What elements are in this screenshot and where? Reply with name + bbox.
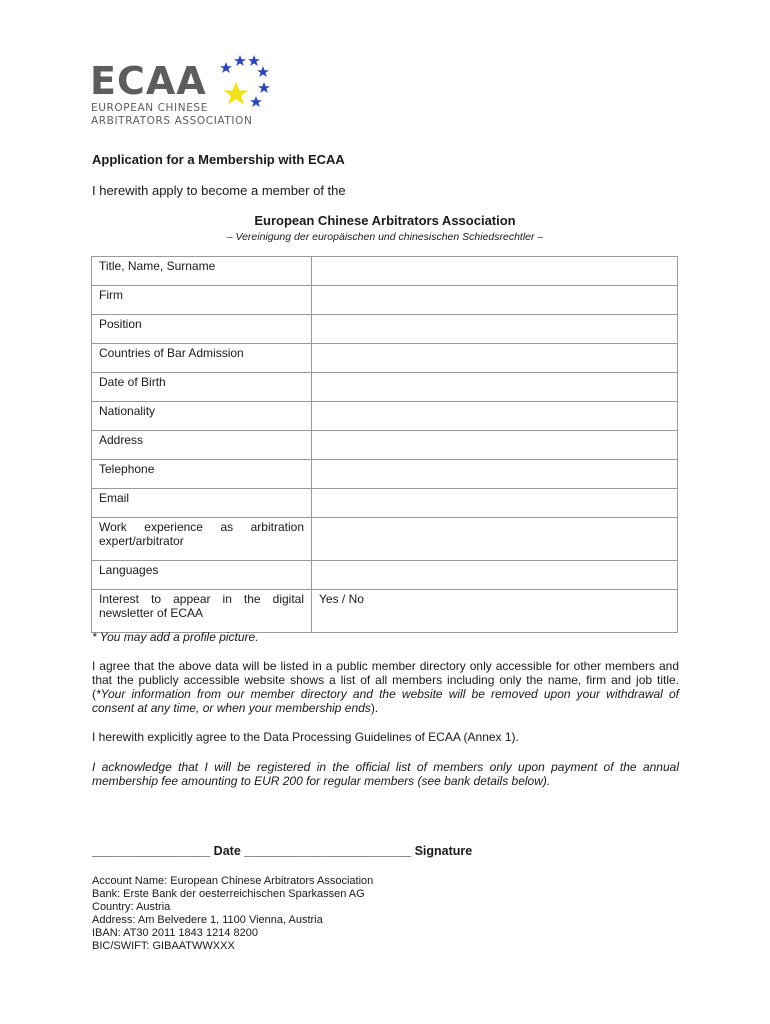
field-label: Address: [92, 431, 312, 460]
form-row: [92, 431, 678, 460]
organization-name: European Chinese Arbitrators Association: [254, 213, 516, 228]
fee-paragraph: I acknowledge that I will be registered in the official list of members only upon payment of the annual membership fee amounting to EUR 200 for regular members (see bank details below).: [92, 760, 679, 788]
date-of-birth-field[interactable]: [312, 373, 678, 402]
field-label: Countries of Bar Admission: [92, 344, 312, 373]
languages-field[interactable]: [312, 561, 678, 590]
page-title: Application for a Membership with ECAA: [92, 152, 345, 167]
field-label: Interest to appear in the digital newsletter of ECAA: [92, 590, 312, 633]
ecaa-logo: [90, 52, 280, 132]
signature-label: Signature: [414, 844, 473, 858]
form-row: [92, 402, 678, 431]
blue-star-icon: [220, 55, 270, 107]
form-row: [92, 561, 678, 590]
field-label: Email: [92, 489, 312, 518]
consent-italic-text: *Your information from our member directory and the website will be removed upon your withdrawal of consent at any time, or when your membership ends: [92, 687, 679, 715]
date-line[interactable]: _________________: [92, 844, 211, 858]
bank-address: Address: Am Belvedere 1, 1100 Vienna, Austria: [92, 914, 323, 926]
form-row: [92, 518, 678, 561]
firm-field[interactable]: [312, 286, 678, 315]
bank-account-name: Account Name: European Chinese Arbitrators Association: [92, 875, 374, 887]
field-label: Telephone: [92, 460, 312, 489]
telephone-field[interactable]: [312, 460, 678, 489]
data-processing-paragraph: I herewith explicitly agree to the Data Processing Guidelines of ECAA (Annex 1).: [92, 730, 519, 744]
signature-line: [92, 844, 472, 858]
bank-iban: IBAN: AT30 2011 1843 1214 8200: [92, 927, 258, 939]
newsletter-field[interactable]: Yes / No: [312, 590, 678, 633]
field-label: Firm: [92, 286, 312, 315]
form-row: [92, 344, 678, 373]
name-field[interactable]: [312, 257, 678, 286]
bank-details: [92, 875, 373, 953]
stars-icon: [198, 52, 278, 112]
date-label: Date: [213, 844, 241, 858]
organization-subtitle: – Vereinigung der europäischen und chinesischen Schiedsrechtler –: [226, 231, 544, 243]
consent-end: ).: [370, 701, 379, 715]
field-label: Nationality: [92, 402, 312, 431]
form-row: [92, 489, 678, 518]
consent-text: I agree that the above data will be listed in a public member directory only accessible for other members and that the publicly accessible website shows a list of all members including only the name, firm and job title. (: [92, 659, 679, 701]
yellow-star-icon: [224, 82, 249, 105]
field-label: Title, Name, Surname: [92, 257, 312, 286]
form-row: [92, 590, 678, 633]
membership-form-table: [91, 256, 678, 633]
field-label: Languages: [92, 561, 312, 590]
signature-blank[interactable]: ________________________: [244, 844, 412, 858]
form-row: [92, 373, 678, 402]
address-field[interactable]: [312, 431, 678, 460]
form-row: [92, 286, 678, 315]
logo-wordmark: ECAA: [90, 59, 207, 103]
field-label: Position: [92, 315, 312, 344]
nationality-field[interactable]: [312, 402, 678, 431]
bank-country: Country: Austria: [92, 901, 171, 913]
work-experience-field[interactable]: [312, 518, 678, 561]
consent-paragraph: [92, 659, 679, 715]
bar-admission-field[interactable]: [312, 344, 678, 373]
form-row: [92, 257, 678, 286]
bank-bic: BIC/SWIFT: GIBAATWWXXX: [92, 940, 235, 952]
email-field[interactable]: [312, 489, 678, 518]
bank-name: Bank: Erste Bank der oesterreichischen Sparkassen AG: [92, 888, 365, 900]
logo-subtitle-line2: ARBITRATORS ASSOCIATION: [91, 114, 253, 127]
intro-text: I herewith apply to become a member of the: [92, 183, 346, 198]
profile-picture-note: * You may add a profile picture.: [92, 630, 259, 644]
logo-subtitle-line1: EUROPEAN CHINESE: [91, 102, 208, 114]
form-row: [92, 460, 678, 489]
position-field[interactable]: [312, 315, 678, 344]
field-label: Work experience as arbitration expert/arbitrator: [92, 518, 312, 561]
field-label: Date of Birth: [92, 373, 312, 402]
form-row: [92, 315, 678, 344]
